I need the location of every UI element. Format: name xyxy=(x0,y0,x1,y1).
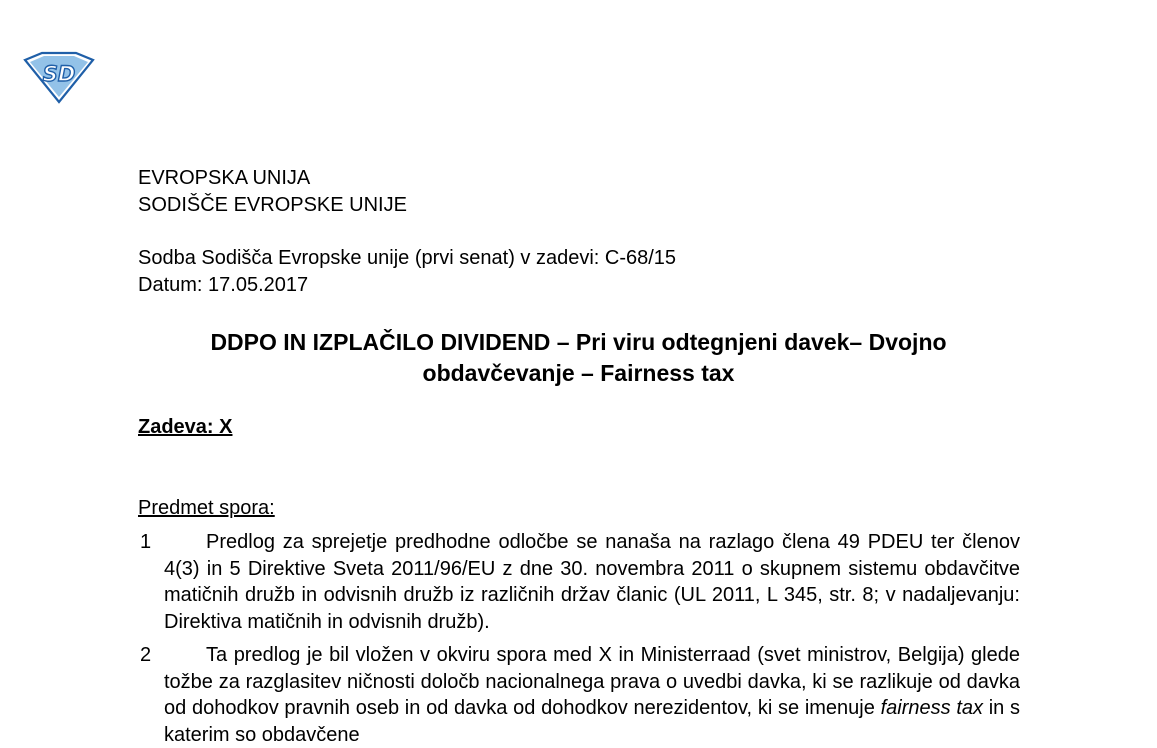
subject-heading: Zadeva: X xyxy=(138,416,233,438)
institution-line-2: SODIŠČE EVROPSKE UNIJE xyxy=(138,194,407,216)
title-line-1: DDPO IN IZPLAČILO DIVIDEND – Pri viru odtegnjeni davek– Dvojno xyxy=(210,329,947,355)
section-heading: Predmet spora: xyxy=(138,497,275,519)
paragraph-text xyxy=(164,642,1020,748)
title-line-2: obdavčevanje – Fairness tax xyxy=(422,360,735,386)
paragraph-text-part: Ta predlog je bil vložen v okviru spora med X in Ministerraad (svet ministrov, Belgija) glede tožbe za razglasitev ničnosti določb nacionalnega prava o uvedbi davka, ki se razlikuje od davka od dohodkov pravnih oseb in od davka od dohodkov nerezidentov, ki se imenuje xyxy=(164,644,1020,719)
paragraph-1 xyxy=(138,529,1020,635)
paragraph-number: 2 xyxy=(140,644,152,666)
date-line: Datum: 17.05.2017 xyxy=(138,274,309,296)
document-title xyxy=(100,327,1057,389)
paragraph-text-italic: fairness tax xyxy=(880,697,983,719)
sd-logo xyxy=(22,48,96,104)
paragraph-text-part: in s katerim so obdavčene xyxy=(164,697,1020,746)
institution-line-1: EVROPSKA UNIJA xyxy=(138,167,311,189)
paragraph-text: Predlog za sprejetje predhodne odločbe se nanaša na razlago člena 49 PDEU ter členov 4(3) in 5 Direktive Sveta 2011/96/EU z dne 30. novembra 2011 o skupnem sistemu obdavčitve matičnih družb in odvisnih družb iz različnih držav članic (UL 2011, L 345, str. 8; v nadaljevanju: Direktiva matičnih in odvisnih družb). xyxy=(164,531,1020,633)
paragraph-2 xyxy=(138,642,1020,748)
svg-text:SD: SD xyxy=(42,62,76,86)
judgment-line: Sodba Sodišča Evropske unije (prvi senat) v zadevi: C-68/15 xyxy=(138,247,677,269)
paragraph-number: 1 xyxy=(140,531,152,553)
